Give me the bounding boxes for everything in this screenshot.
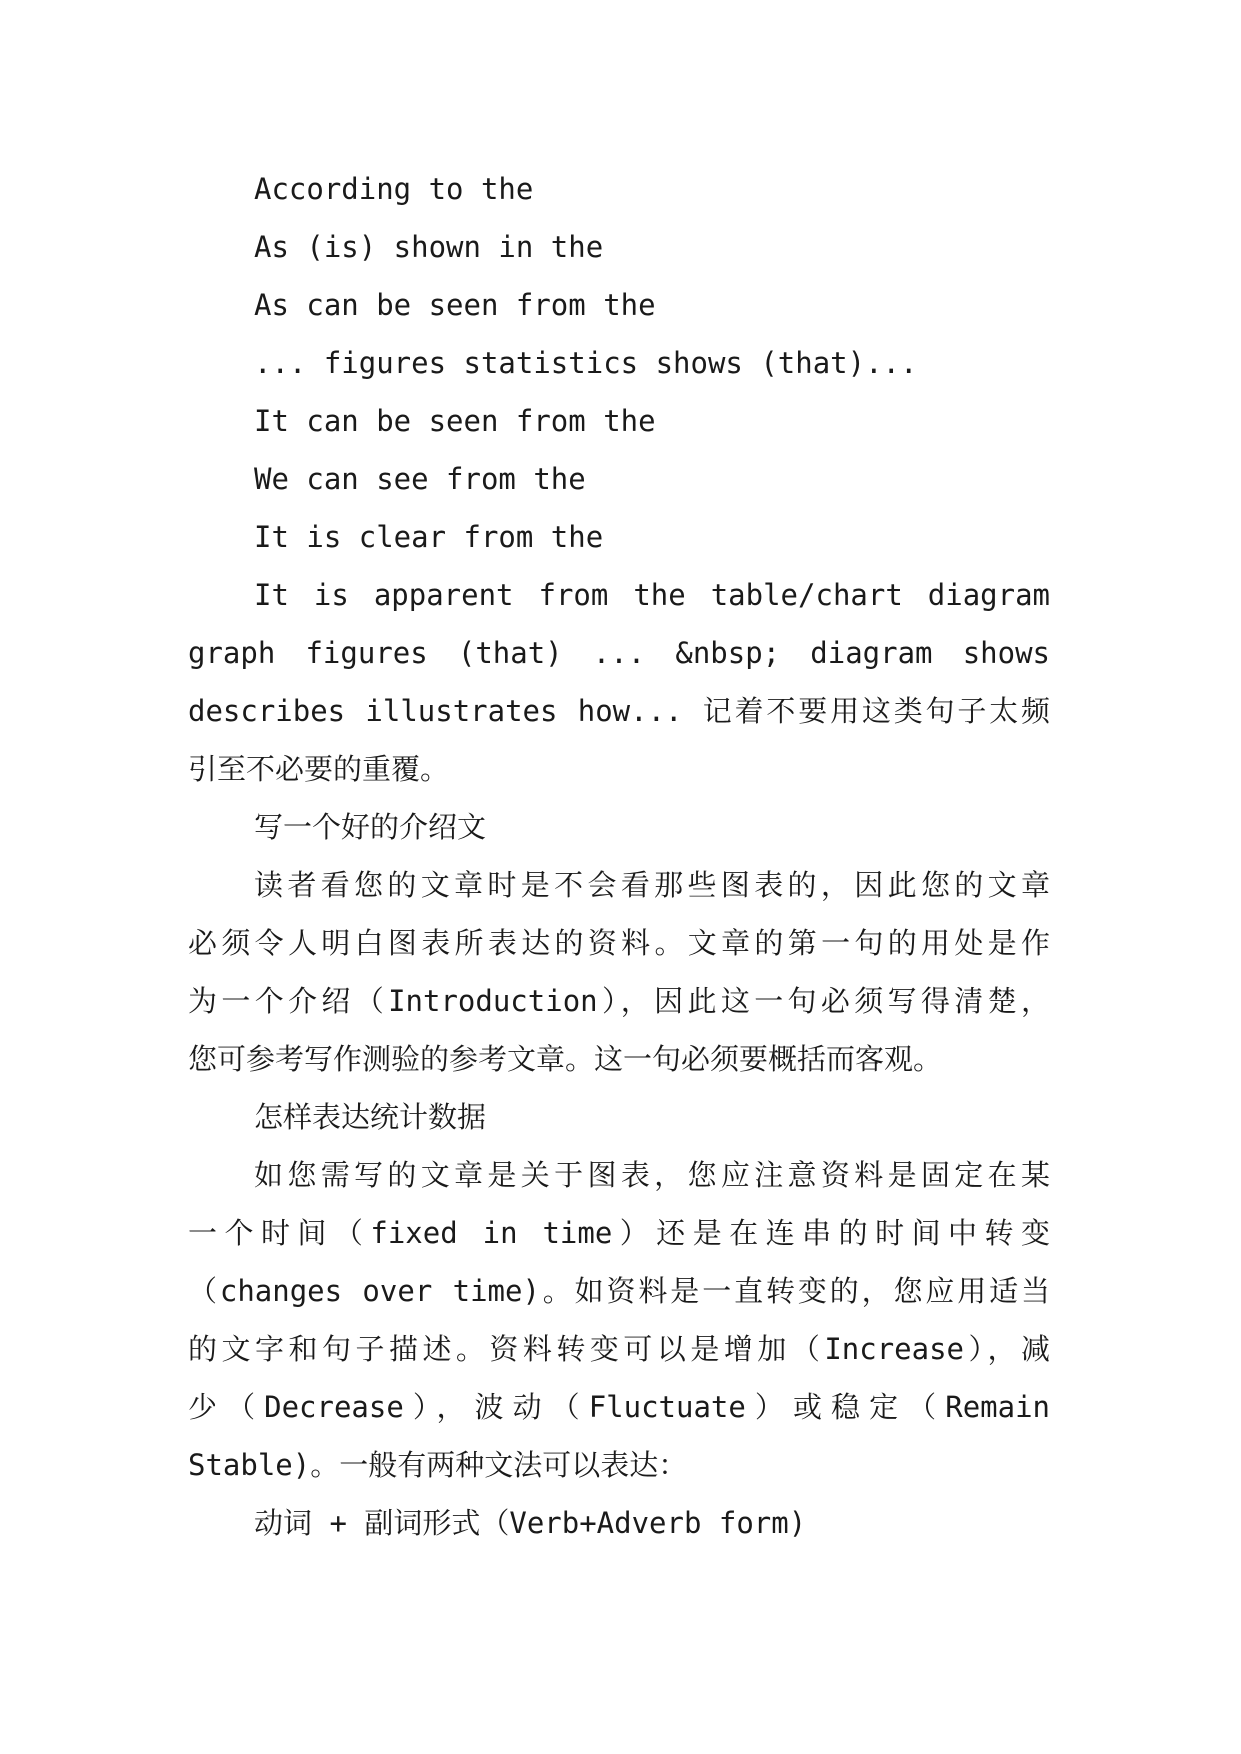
text-line: It is clear from the [254, 520, 604, 554]
text-line: graph figures (that) ... &nbsp; diagram shows [188, 636, 1050, 670]
text-line: It can be seen from the [254, 404, 656, 438]
text-line: 一个时间（fixed in time）还是在连串的时间中转变 [188, 1216, 1050, 1250]
text-line: Stable)。一般有两种文法可以表达： [188, 1448, 688, 1482]
text-line: ... figures statistics shows (that)... [254, 346, 918, 380]
section-heading: 怎样表达统计数据 [254, 1100, 487, 1134]
text-line: describes illustrates how... 记着不要用这类句子太频 [188, 694, 1050, 728]
text-line: 您可参考写作测验的参考文章。这一句必须要概括而客观。 [188, 1042, 943, 1076]
text-line: 必须令人明白图表所表达的资料。文章的第一句的用处是作 [188, 926, 1050, 960]
text-line: 为一个介绍（Introduction），因此这一句必须写得清楚， [188, 984, 1050, 1018]
text-line: （changes over time)。如资料是一直转变的，您应用适当 [188, 1274, 1050, 1308]
text-line: 少（Decrease），波动（Fluctuate）或稳定（Remain [188, 1390, 1050, 1424]
text-line: 如您需写的文章是关于图表，您应注意资料是固定在某 [254, 1158, 1050, 1192]
text-line: 读者看您的文章时是不会看那些图表的，因此您的文章 [254, 868, 1050, 902]
text-line: According to the [254, 172, 534, 206]
text-line: 动词 + 副词形式（Verb+Adverb form) [254, 1506, 807, 1540]
text-line: As (is) shown in the [254, 230, 604, 264]
text-line: We can see from the [254, 462, 586, 496]
text-line: 的文字和句子描述。资料转变可以是增加（Increase），减 [188, 1332, 1050, 1366]
section-heading: 写一个好的介绍文 [254, 810, 487, 844]
document-page [188, 160, 1050, 1552]
text-line: 引至不必要的重覆。 [188, 752, 450, 786]
text-line: It is apparent from the table/chart diagram [254, 578, 1050, 612]
text-line: As can be seen from the [254, 288, 656, 322]
